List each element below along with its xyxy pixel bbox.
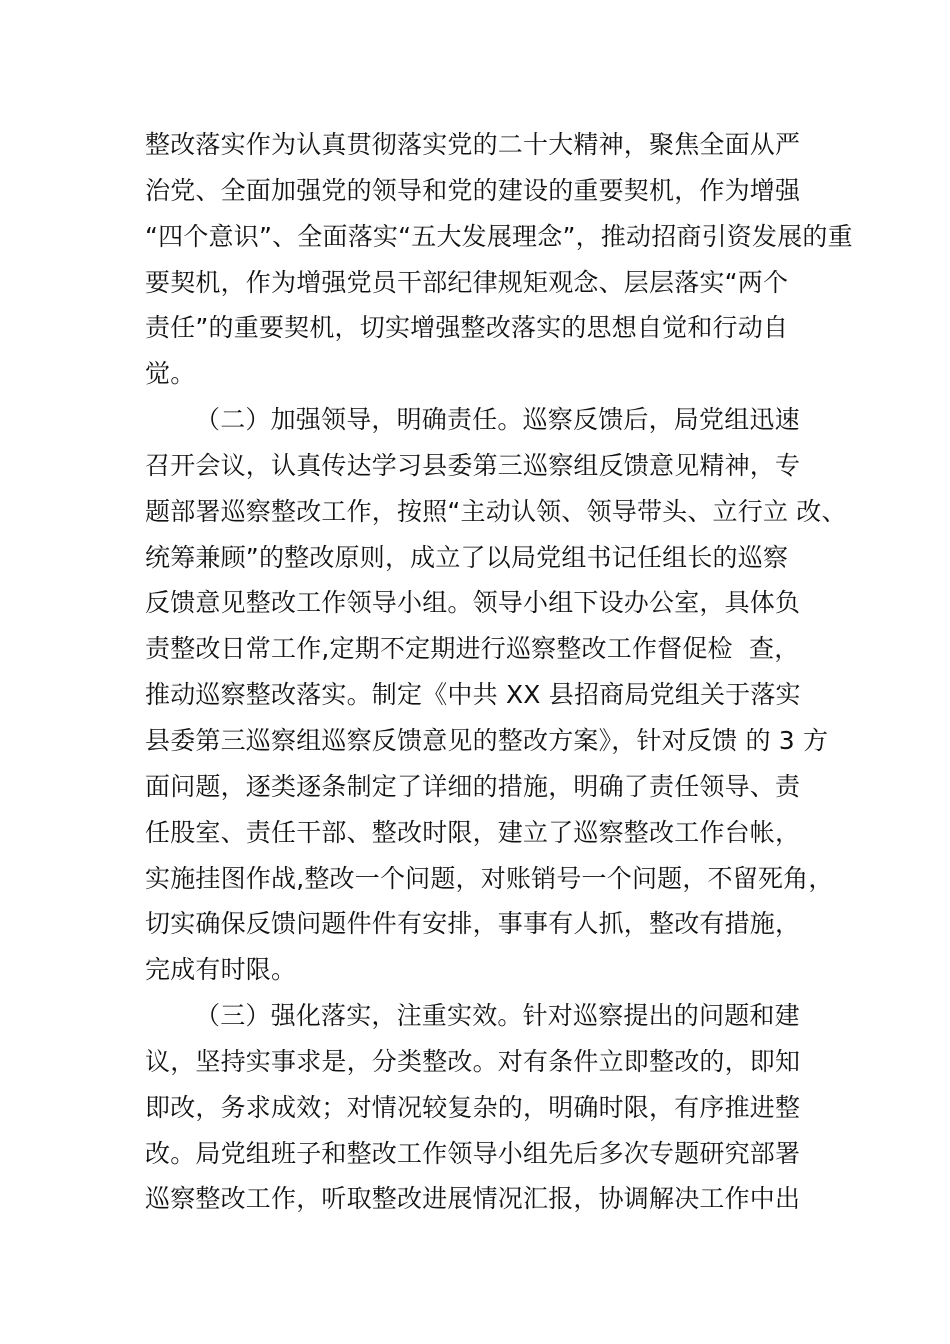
text-line: 议，坚持实事求是，分类整改。对有条件立即整改的，即知 — [145, 1046, 801, 1076]
text-line: 反馈意见整改工作领导小组。领导小组下设办公室，具体负 — [145, 588, 801, 618]
text-line: 巡察整改工作，听取整改进展情况汇报，协调解决工作中出 — [145, 1184, 801, 1214]
text-line: 治党、全面加强党的领导和党的建设的重要契机，作为增强 — [145, 175, 801, 205]
section-heading-line: （三）强化落实，注重实效。针对巡察提出的问题和建 — [195, 1001, 800, 1031]
body-text — [145, 122, 853, 1222]
section-heading-line: （二）加强领导，明确责任。巡察反馈后，局党组迅速 — [195, 405, 800, 435]
text-line: 题部署巡察整改工作，按照“主动认领、领导带头、立行立 改、 — [145, 496, 847, 526]
text-line: 要契机，作为增强党员干部纪律规矩观念、层层落实“两个 — [145, 267, 789, 297]
text-line: 改。局党组班子和整改工作领导小组先后多次专题研究部署 — [145, 1138, 801, 1168]
text-line: 统筹兼顾”的整改原则，成立了以局党组书记任组长的巡察 — [145, 542, 789, 572]
text-line: 实施挂图作战,整改一个问题，对账销号一个问题，不留死角， — [145, 863, 834, 893]
text-line: 觉。 — [145, 359, 196, 389]
text-line: 推动巡察整改落实。制定《中共 XX 县招商局党组关于落实 — [145, 680, 801, 710]
text-line: 切实确保反馈问题件件有安排，事事有人抓，整改有措施， — [145, 909, 801, 939]
text-line: 任股室、责任干部、整改时限，建立了巡察整改工作台帐， — [145, 817, 801, 847]
text-line: 责任”的重要契机，切实增强整改落实的思想自觉和行动自 — [145, 313, 789, 343]
text-line: 召开会议，认真传达学习县委第三巡察组反馈意见精神，专 — [145, 450, 801, 480]
text-line: 即改，务求成效；对情况较复杂的，明确时限，有序推进整 — [145, 1092, 801, 1122]
text-line: 县委第三巡察组巡察反馈意见的整改方案》，针对反馈 的 3 方 — [145, 725, 829, 755]
text-line: “四个意识”、全面落实“五大发展理念”，推动招商引资发展的重 — [145, 221, 853, 251]
text-line: 整改落实作为认真贯彻落实党的二十大精神，聚焦全面从严 — [145, 130, 801, 159]
text-line: 完成有时限。 — [145, 955, 297, 985]
text-line: 面问题，逐类逐条制定了详细的措施，明确了责任领导、责 — [145, 771, 801, 801]
text-line: 责整改日常工作,定期不定期进行巡察整改工作督促检 查， — [145, 634, 800, 664]
